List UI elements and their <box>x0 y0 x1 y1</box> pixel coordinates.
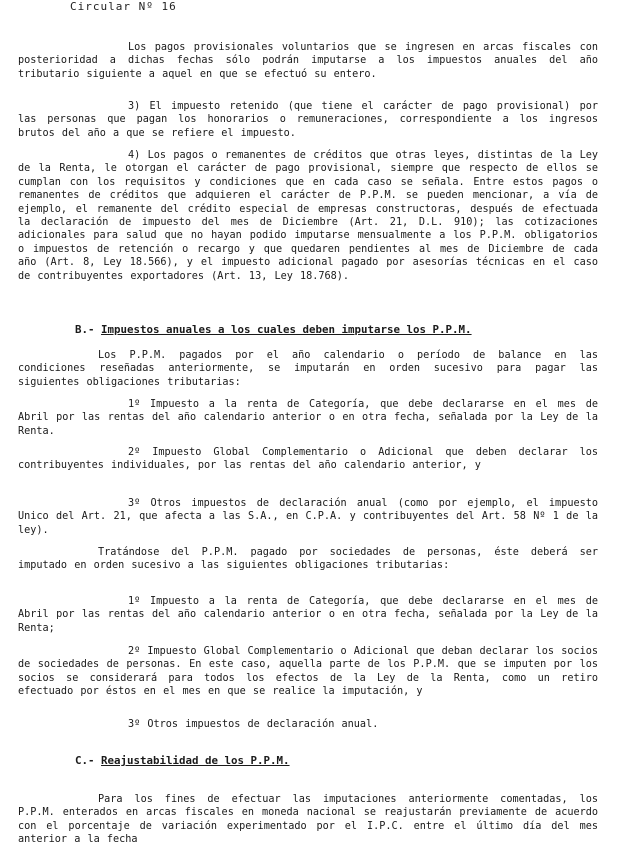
paragraph-partnership-obligation-2: 2º Impuesto Global Complementario o Adicional que deban declarar los socios de sociedades de personas. En este caso, aquella parte de los P.P.M. que se imputen por los socios se considerará para todos los efectos de la Ley de la Renta, como un retiro efectuado por éstos en el mes en que se realice la imputación, y <box>18 646 599 698</box>
paragraph-ppm-imputation: Los P.P.M. pagados por el año calendario o período de balance en las condiciones reseñadas anteriormente, se imputarán en orden sucesivo para pagar las siguientes obligaciones tributarias: <box>18 350 598 388</box>
section-heading-b <box>75 323 472 336</box>
section-letter-c: C.- <box>75 754 95 767</box>
circular-header: Circular Nº 16 <box>70 0 177 13</box>
paragraph-partnerships: Tratándose del P.P.M. pagado por sociedades de personas, éste deberá ser imputado en orden sucesivo a las siguientes obligaciones tributarias: <box>18 547 598 572</box>
paragraph-item-4: 4) Los pagos o remanentes de créditos que otras leyes, distintas de la Ley de la Renta, le otorgan el carácter de pago provisional, siempre que respecto de ellos se cumplan con los requisitos y condiciones que en cada caso se señala. Entre estos pagos o remanentes de créditos que adquieren el carácter de P.P.M. se pueden mencionar, a vía de ejemplo, el remanente del crédito especial de empresas constructoras, después de efectuada la declaración de impuesto del mes de Diciembre (Art. 21, D.L. 910); las cotizaciones adicionales para salud que no hayan podido imputarse mensualmente a los P.P.M. obligatorios o impuestos de retención o recargo y que quedaren pendientes al mes de Diciembre de cada año (Art. 8, Ley 18.566), y el impuesto adicional pagado por asesorías técnicas en el caso de contribuyentes exportadores (Art. 13, Ley 18.768). <box>18 150 598 282</box>
section-title-c: Reajustabilidad de los P.P.M. <box>101 754 290 767</box>
paragraph-obligation-2: 2º Impuesto Global Complementario o Adicional que deben declarar los contribuyentes individuales, por las rentas del año calendario anterior, y <box>18 447 598 472</box>
paragraph-item-3: 3) El impuesto retenido (que tiene el carácter de pago provisional) por las personas que pagan los honorarios o remuneraciones, correspondiente a los ingresos brutos del año a que se refiere el impuesto. <box>18 101 598 139</box>
paragraph-readjustment: Para los fines de efectuar las imputaciones anteriormente comentadas, los P.P.M. enterados en arcas fiscales en moneda nacional se reajustarán previamente de acuerdo con el porcentaje de variación experimentado por el I.P.C. entre el último día del mes anterior a la fecha <box>18 794 598 846</box>
paragraph-partnership-obligation-1: 1º Impuesto a la renta de Categoría, que debe declararse en el mes de Abril por las rentas del año calendario anterior o en otra fecha, señalada por la Ley de la Renta; <box>18 596 598 634</box>
paragraph-voluntary-payments: Los pagos provisionales voluntarios que se ingresen en arcas fiscales con posterioridad a dichas fechas sólo podrán imputarse a los impuestos anuales del año tributario siguiente a aquel en que se efectuó su entero. <box>18 42 598 80</box>
paragraph-partnership-obligation-3: 3º Otros impuestos de declaración anual. <box>128 719 379 730</box>
section-heading-c <box>75 754 290 767</box>
section-title-b: Impuestos anuales a los cuales deben imputarse los P.P.M. <box>101 323 472 336</box>
paragraph-obligation-3: 3º Otros impuestos de declaración anual (como por ejemplo, el impuesto Unico del Art. 21, que afecta a las S.A., en C.P.A. y contribuyentes del Art. 58 Nº 1 de la ley). <box>18 498 598 536</box>
section-letter-b: B.- <box>75 323 95 336</box>
paragraph-obligation-1: 1º Impuesto a la renta de Categoría, que debe declararse en el mes de Abril por las rentas del año calendario anterior o en otra fecha, señalada por la Ley de la Renta. <box>18 399 598 437</box>
